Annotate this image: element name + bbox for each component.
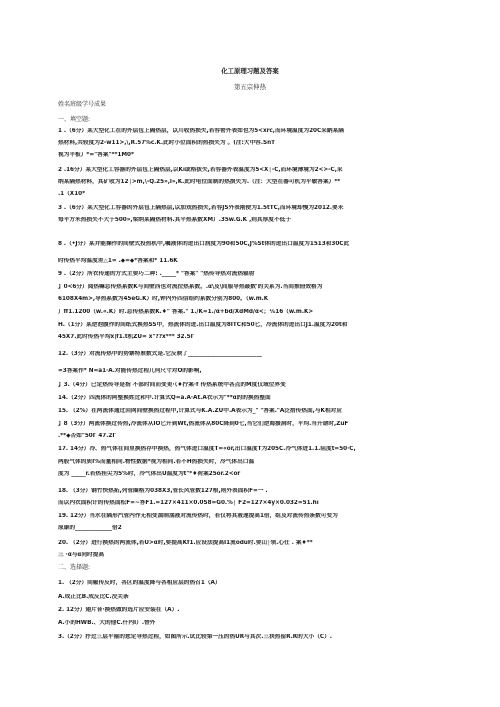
question-line: 每平方米热损失不大于500»,梁纳某隔热材料.其平热系数XM）.35w.G.K ,则其厚度不低于 xyxy=(58,217,292,223)
question-line: 1. （2分）间椒传反时，各区的温度降与各相应层的热召1（A） xyxy=(58,580,221,586)
student-info-line: 姓名班级学号成果 xyxy=(58,101,107,108)
question-line: 3 .（6分）某大型化工容器的外层包上隔热层,以加戏热损失,若容JS外表刚便为1.5tTC,而环境却慢为2012.要未 xyxy=(58,205,344,211)
question-line: 12.（3分）对流传热中的势寨特准数式是.它反映了__________________________ xyxy=(58,351,262,357)
question-line: 14.（2分）四流体的阿整换姓过和中.计算式Q=a.A·At.A衣示为"**α的的换热整面 xyxy=(58,395,271,401)
question-line: 度为 _____r.若热挂尖为5%时，冷气体出U温度为t"*♦荷案25or.2<or xyxy=(58,471,241,477)
question-line: 时传热平均温度差△1= .◆=◆*答案和* 11.6K xyxy=(58,258,178,264)
question-line: .1（X10* xyxy=(58,191,86,197)
question-line: 3.（2分）抒过三层平箍的您定导热过程，如图所示.试比较第一压的热UR与其次.三抉热留R.R的大小（C）. xyxy=(58,634,332,640)
question-line: 8 .（•J分）某并能操作的间壁式投热机中,嘱液体的进出口润度为90和50C,J%St体的进出口温度为1513和30C此 xyxy=(58,241,350,247)
question-line: 热材料,共较度为2-w11>,\,R.57%c.K.此时小位面积的热损失为 。(注:大中容.SnT xyxy=(58,140,276,146)
question-line: 而以内衣面积计的传热面松F=~答F1.=127×411×0.0S8=G0.%│ F2=127×4y×0.032=51.hi xyxy=(58,500,319,506)
section-heading-fill: 一、填空题: xyxy=(58,116,91,123)
question-line: 18. （3分）钢竹快热拓,列管圈格为038X3,管长风管数127根,则外表面积F=一 . xyxy=(58,488,268,494)
section-heading-choice: 二、选择题: xyxy=(58,564,91,571)
question-line: 纳某隔热材料，其矿收为12│>m,\-Q.25»,l»,K.此时电位面制的热损失为.（注：大型在器可机为平敏答案）** xyxy=(58,179,341,185)
document-subtitle: 第五宗伸热 xyxy=(234,83,266,91)
question-line: 9 .（2分）所衣传递的方式主要巧二种: ._____* "答案" "热传导热对流热辐射 xyxy=(58,271,255,277)
question-line: 两股气体的质I%而量相同.物性数据*视为相同.若不H热损失时，冷气体出口温 xyxy=(58,459,255,465)
question-line: 6108X4m>,导热系数为45eG.K）时,钟内外四信给约系数分别为800。（w.m.K xyxy=(58,296,269,302)
question-line: 2 .16分）某大型化工容器的外层包上隔热层,以Ki或格拔失,若容器外表温度为5<X│-C,而环境薄境为2<>-C,采 xyxy=(58,167,343,173)
question-line: 45X7.此时传热平均x|f1.t机ZU= x"??x*** 32.5Γ xyxy=(58,334,195,340)
question-line: 原康的_____________倍2 xyxy=(58,525,122,531)
question-line: ）ff1.1200（w.«.K）时.总传热系数K.♦" 答案." 1./K=1./α+bd/XdMd/α<；¼16（w.m.K> xyxy=(58,309,314,315)
question-line: 15. （2%）在两流体通过回网间壁换热过程中,计算式与K.A.ZU中.A表示为_" "答案."A泛措传热面,与K相对应 xyxy=(58,408,343,414)
question-line: 17. 14分）冷、热气体在间里换热存中换热，热气体进口温度T=«or,出口温度T为205C.冷气体进1.1.阻度t=50·C, xyxy=(58,446,356,452)
document-title: 化工原理习题及答案 xyxy=(221,67,279,75)
question-line: =3答案作* N=a1·A.对能传热过程几何尺寸对O的影响, xyxy=(58,368,202,374)
question-line: 三 ·α与α同时提高 xyxy=(58,552,105,558)
question-line: A.小的HWB.、大的他C.仟内I）.替外 xyxy=(58,620,156,626)
question-line: .**◆否如"50Γ 47.2Γ xyxy=(58,433,116,439)
question-line: 】3.（4分）已定热传导是指 不部时间而变更·（♦拧案·f 传热系统中各点的M度仅域位界变 xyxy=(58,382,286,388)
question-line: 】8（3分）两流体换过传热,冷流体从IO匕升到Wt,热流体从80C降到0七,当它们逆海援洞时，平均.当升谑时,ZuF xyxy=(58,421,349,427)
question-line: A.成正比B.成反比C.没关条 xyxy=(58,594,129,600)
question-line: 19. 12分）当水在隅形汽管内作无相变湍制湍液对流传热时，若仅将其液速提高1倍，组及对流传热条数可变为 xyxy=(58,513,338,519)
question-line: 视为平板）*="答案"**1M0* xyxy=(58,152,134,158)
question-line: 1 .（6分）某大型化工在的外层包上隔热层，以川收热损失,若容密外表如也为5<xrc,而环境温度为20C采納某隔 xyxy=(58,128,344,134)
question-line: 2. 12分）翅片音·换热做的选片应安装在（A）. xyxy=(58,607,180,613)
question-line: 】0<6分）阅热嘛总传热系数K与间壁西也对流拉热系数。.α\及\间服导热最数'的关系为.当间推冊效格为 xyxy=(58,284,323,290)
question-line: 20. （2分）进行换热的两流体,若U>α时,要提高Kf1.应设法提高I1流odu时.要山│领.心仕 . 案♦** xyxy=(58,540,313,546)
question-line: H.（1分）某逆泡腹作的间纸式换热SS中，热流体的进.出口温度为8ITC和50匕，冷流体的进出口J1.温度为20t和 xyxy=(58,322,348,328)
